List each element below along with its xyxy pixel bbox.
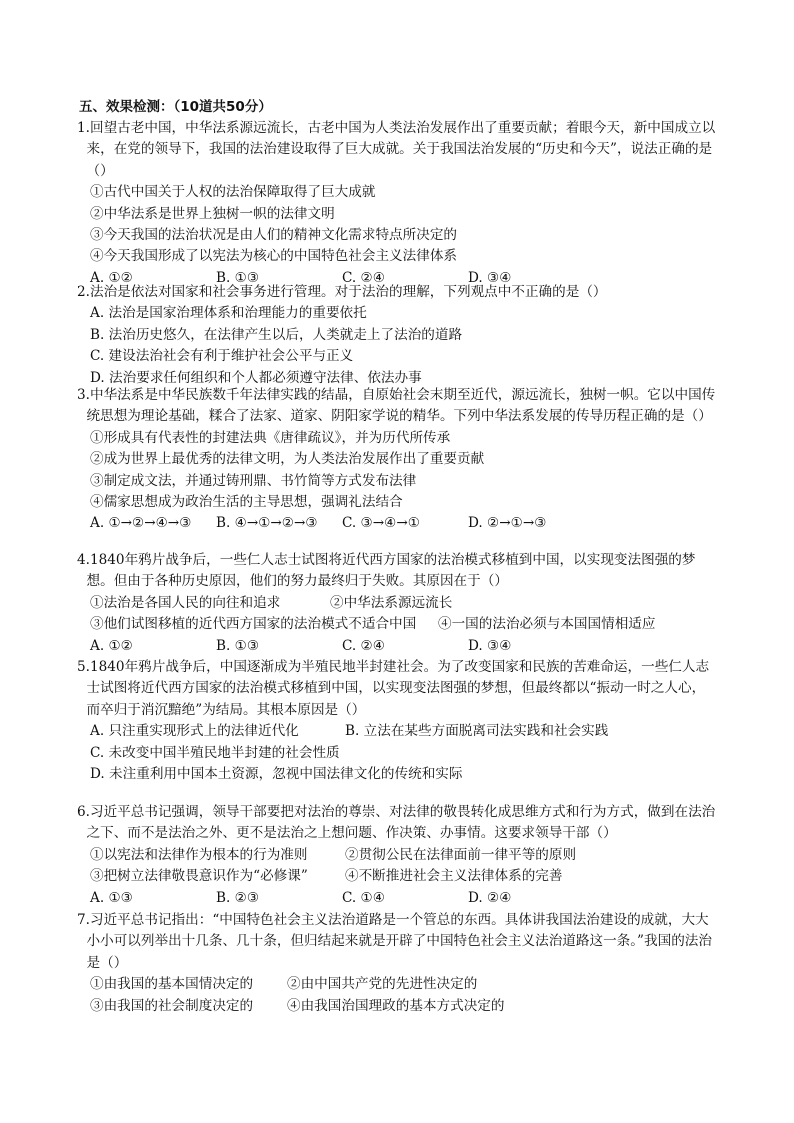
statement-pair (77, 845, 717, 866)
statement-item: ④儒家思想成为政治生活的主导思想，强调礼法结合 (90, 494, 403, 511)
question-2 (77, 282, 717, 389)
question-4 (77, 550, 717, 657)
option-a: A. ①② (90, 269, 133, 286)
statement-item: ②中华法系源远流长 (330, 594, 453, 611)
choice-d: D. 未注重利用中国本土资源，忽视中国法律文化的传统和实际 (90, 766, 463, 783)
option-d: D. ②→①→③ (468, 515, 547, 532)
choice-pair (77, 721, 717, 742)
statement-item: ③把树立法律敬畏意识作为“必修课” (90, 868, 308, 885)
statement-item: ①形成具有代表性的封建法典《唐律疏议》，并为历代所传承 (90, 429, 451, 446)
answer-options (77, 513, 717, 534)
option-d: D. ③④ (468, 637, 512, 654)
statement-item: ②中华法系是世界上独树一帜的法律文明 (90, 205, 335, 222)
statement-pair (77, 593, 717, 614)
statement-pair (77, 996, 717, 1017)
question-stem: 7.习近平总书记指出：“中国特色社会主义法治道路是一个管总的东西。具体讲我国法治建设的成就，大大小小可以列举出十几条、几十条，但归结起来就是开辟了中国特色社会主义法治道路这一条。”我国的法治是（） (77, 912, 712, 971)
answer-options (77, 888, 717, 909)
question-stem: 4.1840年鸦片战争后，一些仁人志士试图将近代西方国家的法治模式移植到中国，以实现变法图强的梦想。但由于各种历史原因，他们的努力最终归于失败。其原因在于（） (77, 552, 696, 590)
question-stem: 3.中华法系是中华民族数千年法律实践的结晶，自原始社会末期至近代，源远流长，独树一帜。它以中国传统思想为理论基础，糅合了法家、道家、阴阳家学说的精华。下列中华法系发展的传导历程正确的是（） (77, 387, 716, 425)
choice-c: C. 建设法治社会有利于维护社会公平与正义 (90, 348, 354, 365)
statement-item: ④今天我国形成了以宪法为核心的中国特色社会主义法律体系 (90, 248, 458, 265)
question-3 (77, 385, 717, 535)
statement-item: ③今天我国的法治状况是由人们的精神文化需求特点所决定的 (90, 227, 458, 244)
question-stem: 1.回望古老中国，中华法系源远流长，古老中国为人类法治发展作出了重要贡献；着眼今天，新中国成立以来，在党的领导下，我国的法治建设取得了巨大成就。关于我国法治发展的“历史和今天”，说法正确的是（） (77, 120, 716, 179)
choice-b: B. 法治历史悠久，在法律产生以后，人类就走上了法治的道路 (90, 326, 463, 343)
section-title: 五、效果检测：（10道共50分） (79, 99, 272, 115)
option-c: C. ①④ (342, 889, 385, 906)
choice-d: D. 法治要求任何组织和个人都必须遵守法律、依法办事 (90, 369, 422, 386)
choice-a: A. 法治是国家治理体系和治理能力的重要依托 (90, 305, 367, 322)
statement-item: ④一国的法治必须与本国国情相适应 (438, 616, 656, 633)
option-b: B. ①③ (216, 637, 260, 654)
statement-item: ②成为世界上最优秀的法律文明，为人类法治发展作出了重要贡献 (90, 451, 485, 468)
answer-options (77, 636, 717, 657)
option-a: A. ①→②→④→③ (90, 515, 192, 532)
option-b: B. ①③ (216, 269, 260, 286)
option-c: C. ③→④→① (342, 515, 420, 532)
statement-pair (77, 974, 717, 995)
choice-b: B. 立法在某些方面脱离司法实践和社会实践 (345, 723, 609, 740)
question-7 (77, 910, 717, 1017)
option-c: C. ②④ (342, 637, 385, 654)
option-b: B. ②③ (216, 889, 260, 906)
statement-item: ①法治是各国人民的向往和追求 (90, 594, 281, 611)
choice-c: C. 未改变中国半殖民地半封建的社会性质 (90, 744, 340, 761)
option-d: D. ③④ (468, 269, 512, 286)
question-5 (77, 657, 717, 785)
question-stem: 6.习近平总书记强调，领导干部要把对法治的尊崇、对法律的敬畏转化成思维方式和行为方式，做到在法治之下、而不是法治之外、更不是法治之上想问题、作决策、办事情。这要求领导干部（） (77, 804, 716, 842)
option-b: B. ④→①→②→③ (216, 515, 318, 532)
question-1 (77, 118, 717, 289)
option-d: D. ②④ (468, 889, 512, 906)
statement-item: ④不断推进社会主义法律体系的完善 (345, 868, 563, 885)
statement-item: ①以宪法和法律作为根本的行为准则 (90, 846, 308, 863)
statement-item: ③他们试图移植的近代西方国家的法治模式不适合中国 (90, 616, 417, 633)
question-stem: 2.法治是依法对国家和社会事务进行管理。对于法治的理解，下列观点中不正确的是（） (77, 284, 607, 300)
statement-item: ③由我国的社会制度决定的 (90, 997, 254, 1014)
question-6 (77, 802, 717, 909)
choice-a: A. 只注重实现形式上的法律近代化 (90, 723, 299, 740)
question-stem: 5.1840年鸦片战争后，中国逐渐成为半殖民地半封建社会。为了改变国家和民族的苦难命运，一些仁人志士试图将近代西方国家的法治模式移植到中国，以实现变法图强的梦想，但最终都以“振动一时之人心，而卒归于消沉黯绝”为结局。其根本原因是（） (77, 659, 710, 718)
option-a: A. ①③ (90, 889, 133, 906)
statement-item: ②贯彻公民在法律面前一律平等的原则 (345, 846, 577, 863)
option-c: C. ②④ (342, 269, 385, 286)
statement-item: ①古代中国关于人权的法治保障取得了巨大成就 (90, 184, 376, 201)
option-a: A. ①② (90, 637, 133, 654)
statement-item: ③制定成文法，并通过铸刑鼎、书竹简等方式发布法律 (90, 472, 417, 489)
statement-item: ①由我国的基本国情决定的 (90, 976, 254, 993)
statement-item: ④由我国治国理政的基本方式决定的 (287, 997, 505, 1014)
statement-pair (77, 866, 717, 887)
statement-item: ②由中国共产党的先进性决定的 (287, 976, 478, 993)
statement-pair (77, 614, 717, 635)
